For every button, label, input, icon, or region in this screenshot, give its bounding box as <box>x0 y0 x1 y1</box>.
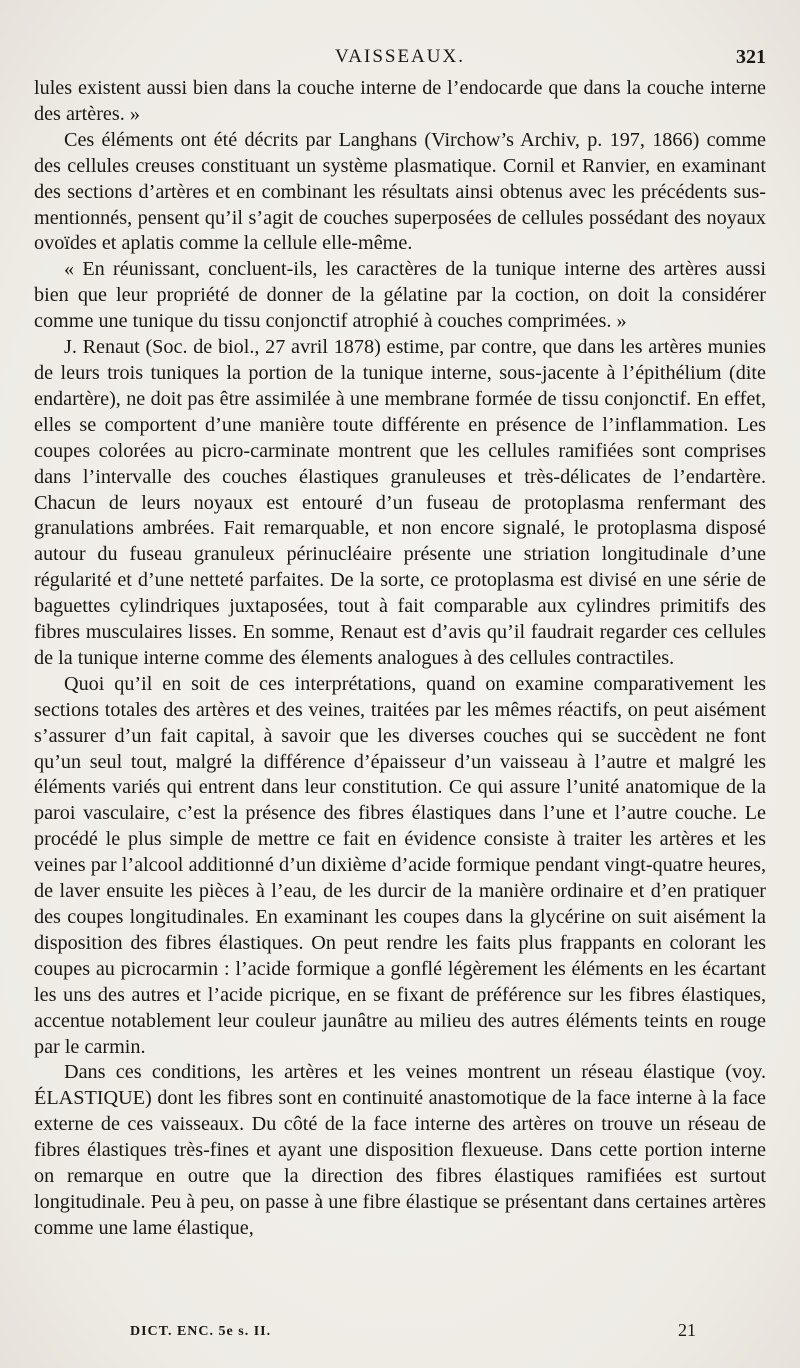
printer-signature: DICT. ENC. 5e s. II. <box>130 1324 272 1339</box>
paragraph-1: lules existent aussi bien dans la couche interne de l’endocarde que dans la couche interne des artères. » <box>34 77 766 125</box>
paragraph-6: Dans ces conditions, les artères et les veines montrent un réseau élastique (voy. ÉLASTIQUE) dont les fibres sont en continuité anastomotique de la face interne à la face externe de ces vaisseaux. Du côté de la face interne des artères on trouve un réseau de fibres élastiques très-fines et ayant une disposition flexueuse. Dans cette portion interne on remarque en outre que la direction des fibres élastiques ramifiées est surtout longitudinale. Peu à peu, on passe à une fibre élastique se présentant dans certaines artères comme une lame élastique, <box>34 1061 766 1239</box>
paragraph-4: J. Renaut (Soc. de biol., 27 avril 1878) estime, par contre, que dans les artères munies de leurs trois tuniques la portion de la tunique interne, sous-jacente à l’épithélium (dite endartère), ne doit pas être assimilée à une membrane formée de tissu conjonctif. En effet, elles se comportent d’une manière toute différente en présence de l’inflammation. Les coupes colorées au picro-carminate montrent que les cellules ramifiées sont comprises dans l’intervalle des couches élastiques granuleuses et très-délicates de l’endartère. Chacun de leurs noyaux est entouré d’un fuseau de protoplasma renfermant des granulations ambrées. Fait remarquable, et non encore signalé, le protoplasma disposé autour du fuseau granuleux périnucléaire présente une striation longitudinale d’une régularité et d’une netteté parfaites. De la sorte, ce protoplasma est divisé en une série de baguettes cylindriques juxtaposées, tout à fait comparable aux cylindres primitifs des fibres musculaires lisses. En somme, Renaut est d’avis qu’il faudrait regarder ces cellules de la tunique interne comme des élements analogues à des cellules contractiles. <box>34 336 766 669</box>
body-text <box>34 76 766 1242</box>
sheet-number: 21 <box>678 1320 696 1340</box>
page-header <box>34 46 766 72</box>
page-number: 321 <box>736 46 766 68</box>
page-footer <box>34 1320 766 1344</box>
paragraph-5: Quoi qu’il en soit de ces interprétations, quand on examine comparativement les sections totales des artères et des veines, traitées par les mêmes réactifs, on peut aisément s’assurer d’un fait capital, à savoir que les diverses couches qui se succèdent ne font qu’un seul tout, malgré la différence d’épaisseur d’un vaisseau à l’autre et malgré les éléments variés qui entrent dans leur constitution. Ce qui assure l’unité anatomique de la paroi vasculaire, c’est la présence des fibres élastiques dans l’une et l’autre couche. Le procédé le plus simple de mettre ce fait en évidence consiste à traiter les artères et les veines par l’alcool additionné d’un dixième d’acide formique pendant vingt-quatre heures, de laver ensuite les pièces à l’eau, de les durcir de la manière ordinaire et d’en pratiquer des coupes longitudinales. En examinant les coupes dans la glycérine on suit aisément la disposition des fibres élastiques. On peut rendre les faits plus frappants en colorant les coupes au picrocarmin : l’acide formique a gonflé légèrement les éléments en les écartant les uns des autres et l’acide picrique, en se fixant de préférence sur les fibres élastiques, accentue notablement leur couleur jaunâtre au milieu des autres éléments teints en rouge par le carmin. <box>34 672 766 1058</box>
paragraph-3: « En réunissant, concluent-ils, les caractères de la tunique interne des artères aussi bien que leur propriété de donner de la gélatine par la coction, on doit la considérer comme une tunique du tissu conjonctif atrophié à couches comprimées. » <box>34 258 766 333</box>
running-title: VAISSEAUX. <box>335 46 465 67</box>
paragraph-2: Ces éléments ont été décrits par Langhans (Virchow’s Archiv, p. 197, 1866) comme des cellules creuses constituant un système plasmatique. Cornil et Ranvier, en examinant des sections d’artères et en combinant les résultats ainsi obtenus avec les précédents sus-mentionnés, pensent qu’il s’agit de couches superposées de cellules possédant des noyaux ovoïdes et aplatis comme la cellule elle-même. <box>34 128 766 255</box>
